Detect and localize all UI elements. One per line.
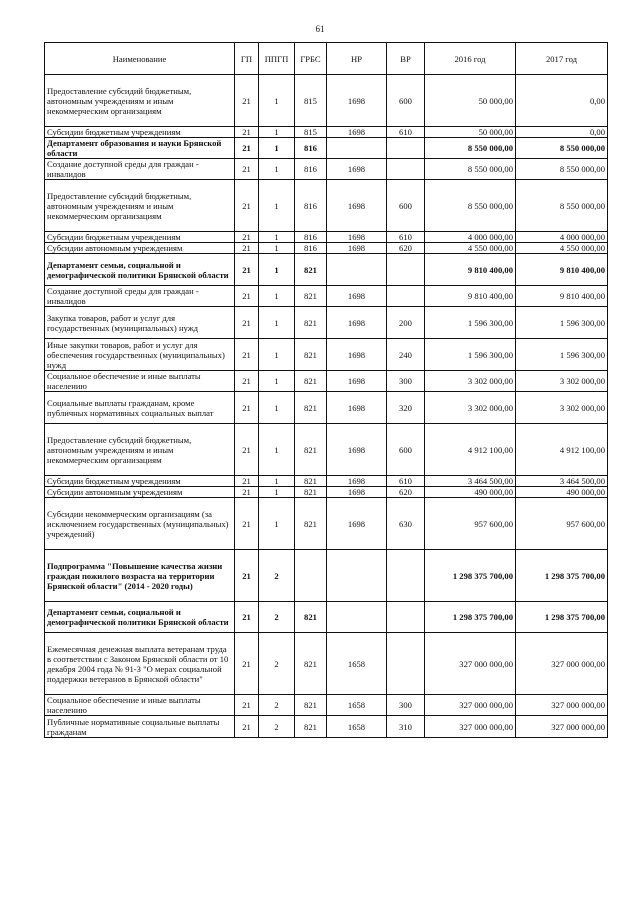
cell-grbs: 821 — [295, 716, 327, 738]
cell-nr: 1698 — [327, 476, 387, 487]
cell-2017: 490 000,00 — [516, 487, 608, 498]
cell-name: Субсидии бюджетным учреждениям — [45, 232, 235, 243]
table-row — [45, 550, 608, 602]
cell-name: Субсидии некоммерческим организациям (за исключением государственных (муниципальных) учреждений) — [45, 498, 235, 550]
cell-grbs: 821 — [295, 392, 327, 424]
cell-2016: 3 302 000,00 — [425, 392, 516, 424]
cell-ppgp: 1 — [259, 254, 295, 286]
table-row — [45, 371, 608, 392]
cell-name: Субсидии бюджетным учреждениям — [45, 476, 235, 487]
cell-vr — [387, 254, 425, 286]
table-row — [45, 254, 608, 286]
cell-2017: 8 550 000,00 — [516, 138, 608, 159]
cell-2017: 0,00 — [516, 75, 608, 127]
cell-nr: 1658 — [327, 633, 387, 695]
cell-ppgp: 1 — [259, 487, 295, 498]
cell-nr: 1698 — [327, 127, 387, 138]
table-row — [45, 716, 608, 738]
cell-name: Предоставление субсидий бюджетным, автономным учреждениям и иным некоммерческим организациям — [45, 180, 235, 232]
cell-grbs: 816 — [295, 138, 327, 159]
cell-2016: 1 298 375 700,00 — [425, 602, 516, 633]
cell-name: Предоставление субсидий бюджетным, автономным учреждениям и иным некоммерческим организациям — [45, 75, 235, 127]
cell-2016: 8 550 000,00 — [425, 180, 516, 232]
cell-ppgp: 1 — [259, 286, 295, 307]
cell-name: Социальные выплаты гражданам, кроме публичных нормативных социальных выплат — [45, 392, 235, 424]
cell-2016: 50 000,00 — [425, 75, 516, 127]
cell-gp: 21 — [235, 424, 259, 476]
cell-gp: 21 — [235, 307, 259, 339]
cell-ppgp: 1 — [259, 339, 295, 371]
cell-name: Иные закупки товаров, работ и услуг для обеспечения государственных (муниципальных) нужд — [45, 339, 235, 371]
cell-name: Создание доступной среды для граждан - инвалидов — [45, 286, 235, 307]
cell-nr: 1698 — [327, 286, 387, 307]
cell-ppgp: 1 — [259, 476, 295, 487]
cell-ppgp: 1 — [259, 243, 295, 254]
header-gp: ГП — [235, 43, 259, 75]
cell-2016: 4 912 100,00 — [425, 424, 516, 476]
header-vr: ВР — [387, 43, 425, 75]
cell-vr: 200 — [387, 307, 425, 339]
cell-2017: 4 000 000,00 — [516, 232, 608, 243]
cell-vr — [387, 159, 425, 180]
cell-ppgp: 1 — [259, 371, 295, 392]
cell-2016: 3 302 000,00 — [425, 371, 516, 392]
header-nr: НР — [327, 43, 387, 75]
cell-ppgp: 1 — [259, 75, 295, 127]
cell-ppgp: 1 — [259, 138, 295, 159]
cell-2016: 4 550 000,00 — [425, 243, 516, 254]
cell-2016: 3 464 500,00 — [425, 476, 516, 487]
cell-gp: 21 — [235, 138, 259, 159]
cell-2017: 1 596 300,00 — [516, 339, 608, 371]
cell-name: Социальное обеспечение и иные выплаты населению — [45, 695, 235, 716]
cell-vr — [387, 286, 425, 307]
cell-grbs: 816 — [295, 180, 327, 232]
cell-2016: 1 596 300,00 — [425, 307, 516, 339]
cell-grbs: 815 — [295, 75, 327, 127]
cell-nr: 1698 — [327, 371, 387, 392]
cell-grbs: 821 — [295, 286, 327, 307]
table-row — [45, 138, 608, 159]
cell-gp: 21 — [235, 339, 259, 371]
cell-2017: 957 600,00 — [516, 498, 608, 550]
cell-vr: 610 — [387, 232, 425, 243]
cell-2016: 50 000,00 — [425, 127, 516, 138]
table-row — [45, 127, 608, 138]
cell-ppgp: 1 — [259, 127, 295, 138]
cell-ppgp: 1 — [259, 159, 295, 180]
cell-2017: 4 912 100,00 — [516, 424, 608, 476]
table-row — [45, 339, 608, 371]
cell-name: Субсидии автономным учреждениям — [45, 487, 235, 498]
cell-2016: 1 298 375 700,00 — [425, 550, 516, 602]
table-row — [45, 180, 608, 232]
cell-2017: 3 302 000,00 — [516, 371, 608, 392]
cell-nr: 1698 — [327, 487, 387, 498]
table-row — [45, 498, 608, 550]
cell-2017: 9 810 400,00 — [516, 254, 608, 286]
table-row — [45, 476, 608, 487]
cell-nr: 1698 — [327, 307, 387, 339]
cell-2017: 9 810 400,00 — [516, 286, 608, 307]
cell-name: Субсидии автономным учреждениям — [45, 243, 235, 254]
cell-vr — [387, 138, 425, 159]
cell-nr: 1698 — [327, 180, 387, 232]
cell-vr: 600 — [387, 424, 425, 476]
cell-gp: 21 — [235, 550, 259, 602]
cell-nr: 1698 — [327, 498, 387, 550]
cell-vr: 320 — [387, 392, 425, 424]
cell-2017: 1 298 375 700,00 — [516, 602, 608, 633]
cell-gp: 21 — [235, 695, 259, 716]
cell-vr: 630 — [387, 498, 425, 550]
cell-grbs: 821 — [295, 254, 327, 286]
table-row — [45, 633, 608, 695]
cell-2017: 0,00 — [516, 127, 608, 138]
cell-name: Социальное обеспечение и иные выплаты населению — [45, 371, 235, 392]
cell-grbs: 821 — [295, 307, 327, 339]
cell-nr: 1698 — [327, 159, 387, 180]
header-2017: 2017 год — [516, 43, 608, 75]
cell-2016: 4 000 000,00 — [425, 232, 516, 243]
cell-vr: 240 — [387, 339, 425, 371]
cell-2017: 3 302 000,00 — [516, 392, 608, 424]
cell-2017: 8 550 000,00 — [516, 180, 608, 232]
cell-name: Департамент образования и науки Брянской области — [45, 138, 235, 159]
cell-ppgp: 2 — [259, 602, 295, 633]
cell-grbs: 821 — [295, 424, 327, 476]
cell-grbs: 816 — [295, 243, 327, 254]
table-row — [45, 232, 608, 243]
cell-vr: 610 — [387, 476, 425, 487]
cell-vr — [387, 602, 425, 633]
table-row — [45, 307, 608, 339]
page-number: 61 — [315, 24, 325, 34]
cell-grbs: 821 — [295, 487, 327, 498]
cell-grbs: 815 — [295, 127, 327, 138]
cell-ppgp: 1 — [259, 232, 295, 243]
cell-gp: 21 — [235, 127, 259, 138]
cell-gp: 21 — [235, 75, 259, 127]
cell-vr — [387, 633, 425, 695]
cell-nr: 1698 — [327, 424, 387, 476]
table-header-row — [45, 43, 608, 75]
cell-vr: 310 — [387, 716, 425, 738]
header-ppgp: ППГП — [259, 43, 295, 75]
cell-ppgp: 1 — [259, 180, 295, 232]
cell-name: Предоставление субсидий бюджетным, автономным учреждениям и иным некоммерческим организациям — [45, 424, 235, 476]
cell-nr: 1698 — [327, 339, 387, 371]
cell-ppgp: 2 — [259, 633, 295, 695]
cell-vr: 620 — [387, 487, 425, 498]
cell-grbs: 816 — [295, 159, 327, 180]
cell-vr: 300 — [387, 695, 425, 716]
table-row — [45, 159, 608, 180]
cell-gp: 21 — [235, 254, 259, 286]
cell-vr: 610 — [387, 127, 425, 138]
cell-2016: 327 000 000,00 — [425, 633, 516, 695]
cell-2016: 327 000 000,00 — [425, 716, 516, 738]
cell-gp: 21 — [235, 716, 259, 738]
cell-grbs: 816 — [295, 232, 327, 243]
cell-grbs — [295, 550, 327, 602]
table-row — [45, 602, 608, 633]
cell-name: Департамент семьи, социальной и демографической политики Брянской области — [45, 254, 235, 286]
cell-grbs: 821 — [295, 339, 327, 371]
cell-ppgp: 1 — [259, 498, 295, 550]
cell-gp: 21 — [235, 286, 259, 307]
cell-nr: 1698 — [327, 392, 387, 424]
cell-2017: 4 550 000,00 — [516, 243, 608, 254]
budget-table — [44, 42, 608, 738]
cell-nr — [327, 138, 387, 159]
cell-gp: 21 — [235, 371, 259, 392]
cell-gp: 21 — [235, 159, 259, 180]
cell-name: Субсидии бюджетным учреждениям — [45, 127, 235, 138]
header-name: Наименование — [45, 43, 235, 75]
cell-grbs: 821 — [295, 633, 327, 695]
table-row — [45, 243, 608, 254]
cell-grbs: 821 — [295, 695, 327, 716]
cell-gp: 21 — [235, 602, 259, 633]
table-row — [45, 392, 608, 424]
cell-grbs: 821 — [295, 602, 327, 633]
cell-nr: 1698 — [327, 75, 387, 127]
cell-nr: 1658 — [327, 695, 387, 716]
cell-2017: 327 000 000,00 — [516, 633, 608, 695]
cell-gp: 21 — [235, 498, 259, 550]
cell-2017: 1 298 375 700,00 — [516, 550, 608, 602]
cell-2017: 3 464 500,00 — [516, 476, 608, 487]
cell-gp: 21 — [235, 232, 259, 243]
cell-ppgp: 2 — [259, 550, 295, 602]
cell-ppgp: 1 — [259, 392, 295, 424]
cell-grbs: 821 — [295, 498, 327, 550]
cell-gp: 21 — [235, 180, 259, 232]
table-row — [45, 424, 608, 476]
cell-nr: 1658 — [327, 716, 387, 738]
cell-2016: 490 000,00 — [425, 487, 516, 498]
cell-ppgp: 2 — [259, 716, 295, 738]
cell-vr: 600 — [387, 180, 425, 232]
cell-ppgp: 1 — [259, 307, 295, 339]
table-row — [45, 695, 608, 716]
cell-2017: 327 000 000,00 — [516, 716, 608, 738]
cell-nr — [327, 602, 387, 633]
cell-gp: 21 — [235, 392, 259, 424]
cell-2016: 8 550 000,00 — [425, 138, 516, 159]
cell-nr: 1698 — [327, 232, 387, 243]
cell-2016: 1 596 300,00 — [425, 339, 516, 371]
cell-vr: 620 — [387, 243, 425, 254]
cell-gp: 21 — [235, 476, 259, 487]
cell-name: Публичные нормативные социальные выплаты гражданам — [45, 716, 235, 738]
cell-nr — [327, 550, 387, 602]
cell-vr: 300 — [387, 371, 425, 392]
cell-gp: 21 — [235, 487, 259, 498]
cell-name: Закупка товаров, работ и услуг для государственных (муниципальных) нужд — [45, 307, 235, 339]
cell-name: Ежемесячная денежная выплата ветеранам труда в соответствии с Законом Брянской области от 10 декабря 2004 года № 91-З "О мерах социальной поддержки ветеранов в Брянской области" — [45, 633, 235, 695]
header-2016: 2016 год — [425, 43, 516, 75]
cell-grbs: 821 — [295, 371, 327, 392]
cell-ppgp: 1 — [259, 424, 295, 476]
cell-gp: 21 — [235, 633, 259, 695]
cell-name: Департамент семьи, социальной и демографической политики Брянской области — [45, 602, 235, 633]
cell-2016: 8 550 000,00 — [425, 159, 516, 180]
cell-2017: 327 000 000,00 — [516, 695, 608, 716]
table-row — [45, 487, 608, 498]
cell-grbs: 821 — [295, 476, 327, 487]
cell-gp: 21 — [235, 243, 259, 254]
cell-2016: 9 810 400,00 — [425, 254, 516, 286]
cell-name: Создание доступной среды для граждан - инвалидов — [45, 159, 235, 180]
cell-nr — [327, 254, 387, 286]
cell-nr: 1698 — [327, 243, 387, 254]
cell-2016: 9 810 400,00 — [425, 286, 516, 307]
table-row — [45, 75, 608, 127]
cell-2017: 8 550 000,00 — [516, 159, 608, 180]
cell-vr — [387, 550, 425, 602]
cell-2016: 327 000 000,00 — [425, 695, 516, 716]
cell-vr: 600 — [387, 75, 425, 127]
header-grbs: ГРБС — [295, 43, 327, 75]
cell-ppgp: 2 — [259, 695, 295, 716]
table-row — [45, 286, 608, 307]
cell-2017: 1 596 300,00 — [516, 307, 608, 339]
cell-name: Подпрограмма "Повышение качества жизни граждан пожилого возраста на территории Брянской области" (2014 - 2020 годы) — [45, 550, 235, 602]
cell-2016: 957 600,00 — [425, 498, 516, 550]
